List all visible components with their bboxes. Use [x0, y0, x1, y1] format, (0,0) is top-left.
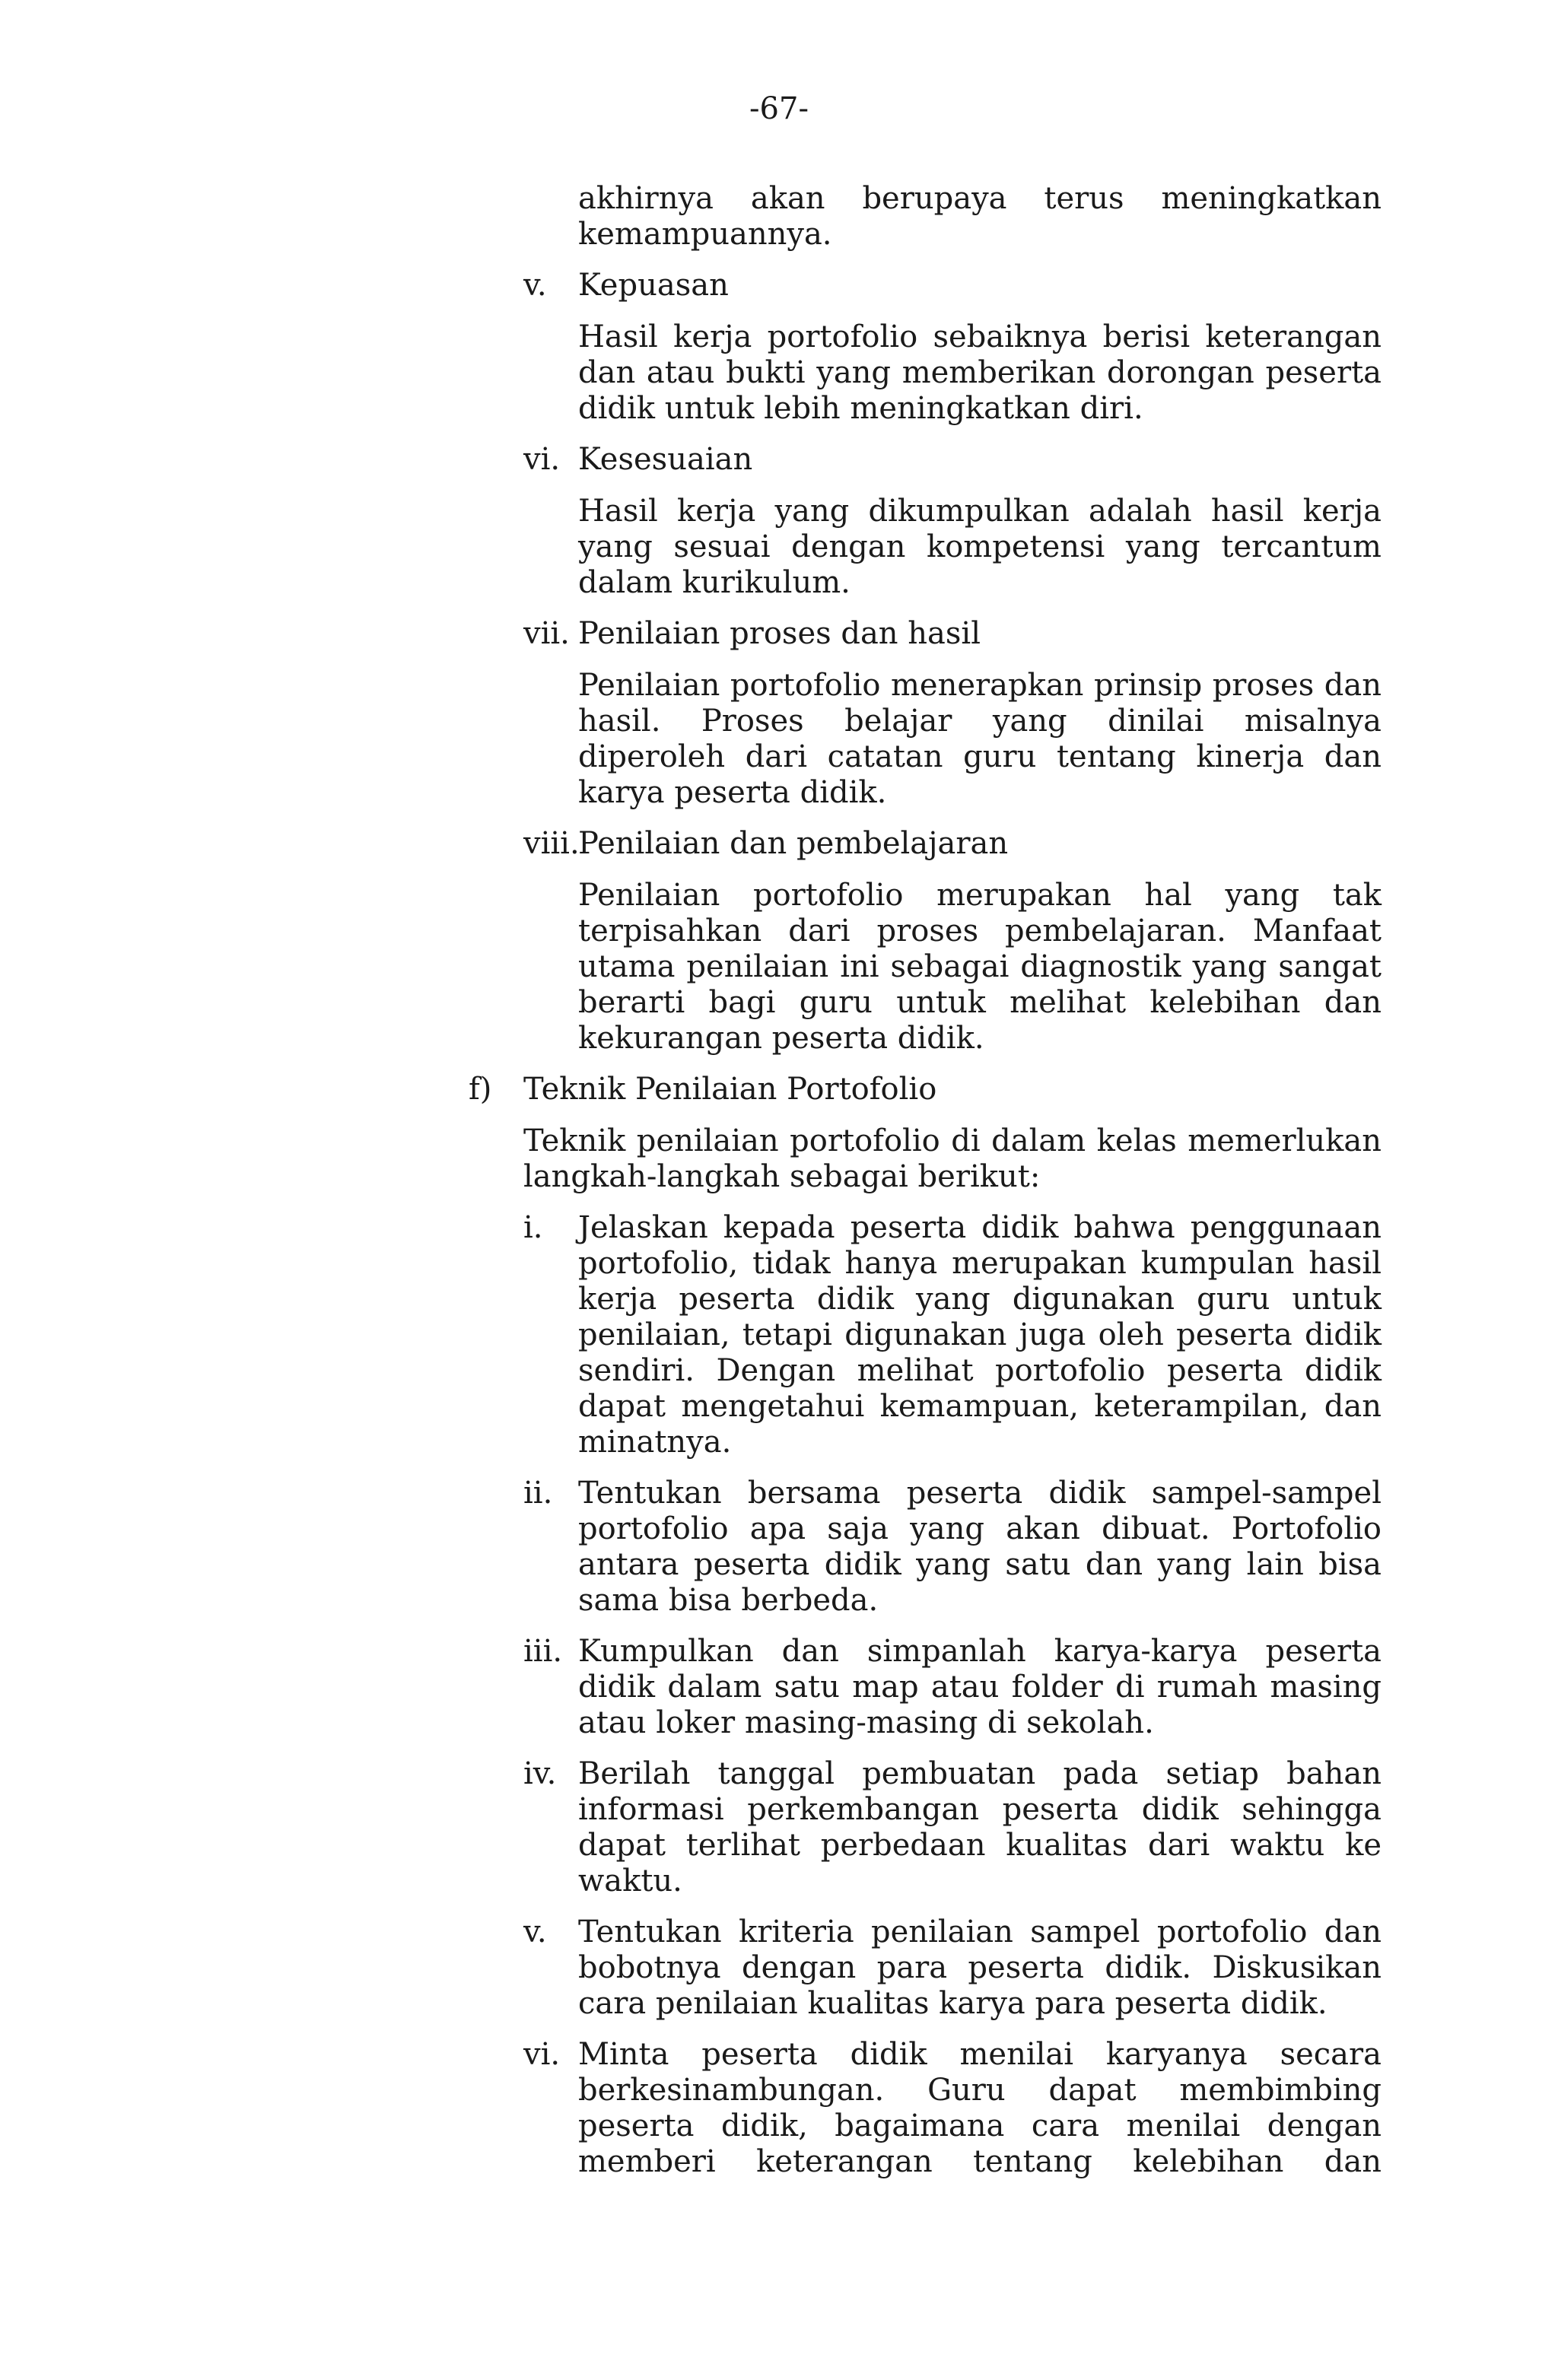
principle-text: Hasil kerja yang dikumpulkan adalah hasil kerja yang sesuai dengan kompetensi yang tercantum dalam kurikulum.: [578, 494, 1382, 600]
principle-title: Penilaian proses dan hasil: [578, 616, 981, 651]
page-body: [456, 181, 1382, 2180]
list-marker: v.: [523, 1914, 547, 1949]
list-marker: viii.: [523, 826, 580, 861]
step-item: [456, 1756, 1382, 1899]
principle-text: Penilaian portofolio merupakan hal yang tak terpisahkan dari proses pembelajaran. Manfaat utama penilaian ini sebagai diagnostik yang sangat berarti bagi guru untuk melihat kelebihan dan kekurangan peserta didik.: [578, 878, 1382, 1056]
principle-heading: [456, 826, 1382, 862]
list-marker: ii.: [523, 1476, 553, 1511]
step-item: [456, 1210, 1382, 1460]
page-number: -67-: [749, 91, 809, 126]
step-text: Minta peserta didik menilai karyanya secara berkesinambungan. Guru dapat membimbing peserta didik, bagaimana cara menilai dengan memberi keterangan tentang kelebihan dan: [578, 2037, 1382, 2179]
principle-title: Penilaian dan pembelajaran: [578, 826, 1009, 861]
principle-text: Penilaian portofolio menerapkan prinsip proses dan hasil. Proses belajar yang dinilai misalnya diperoleh dari catatan guru tentang kinerja dan karya peserta didik.: [578, 668, 1382, 810]
step-text: Kumpulkan dan simpanlah karya-karya peserta didik dalam satu map atau folder di rumah masing atau loker masing-masing di sekolah.: [578, 1634, 1382, 1740]
continuation-paragraph: akhirnya akan berupaya terus meningkatkan kemampuannya.: [578, 181, 1382, 252]
step-text: Jelaskan kepada peserta didik bahwa penggunaan portofolio, tidak hanya merupakan kumpulan hasil kerja peserta didik yang digunakan guru untuk penilaian, tetapi digunakan juga oleh peserta didik sendiri. Dengan melihat portofolio peserta didik dapat mengetahui kemampuan, keterampilan, dan minatnya.: [578, 1210, 1382, 1460]
step-item: [456, 1634, 1382, 1741]
principle-heading: [456, 442, 1382, 478]
principle-title: Kepuasan: [578, 268, 729, 303]
step-item: [456, 1914, 1382, 2022]
step-text: Tentukan kriteria penilaian sampel portofolio dan bobotnya dengan para peserta didik. Diskusikan cara penilaian kualitas karya para peserta didik.: [578, 1914, 1382, 2021]
list-marker: i.: [523, 1210, 543, 1245]
principle-heading: [456, 616, 1382, 652]
list-marker: v.: [523, 268, 547, 303]
step-item: [456, 2037, 1382, 2180]
list-marker: iv.: [523, 1756, 557, 1791]
section-title: Teknik Penilaian Portofolio: [523, 1072, 937, 1107]
list-marker: vii.: [523, 616, 570, 651]
list-marker: iii.: [523, 1634, 563, 1669]
principle-title: Kesesuaian: [578, 442, 753, 477]
principle-heading: [456, 268, 1382, 303]
step-text: Tentukan bersama peserta didik sampel-sampel portofolio apa saja yang akan dibuat. Portofolio antara peserta didik yang satu dan yang lain bisa sama bisa berbeda.: [578, 1476, 1382, 1618]
list-marker: vi.: [523, 442, 561, 477]
section-intro: Teknik penilaian portofolio di dalam kelas memerlukan langkah-langkah sebagai berikut:: [523, 1123, 1382, 1194]
list-marker: vi.: [523, 2037, 561, 2072]
step-text: Berilah tanggal pembuatan pada setiap bahan informasi perkembangan peserta didik sehingga dapat terlihat perbedaan kualitas dari waktu ke waktu.: [578, 1756, 1382, 1899]
section-marker: f): [469, 1072, 492, 1107]
principle-text: Hasil kerja portofolio sebaiknya berisi keterangan dan atau bukti yang memberikan dorongan peserta didik untuk lebih meningkatkan diri.: [578, 319, 1382, 426]
section-heading: [456, 1072, 1382, 1107]
step-item: [456, 1476, 1382, 1619]
